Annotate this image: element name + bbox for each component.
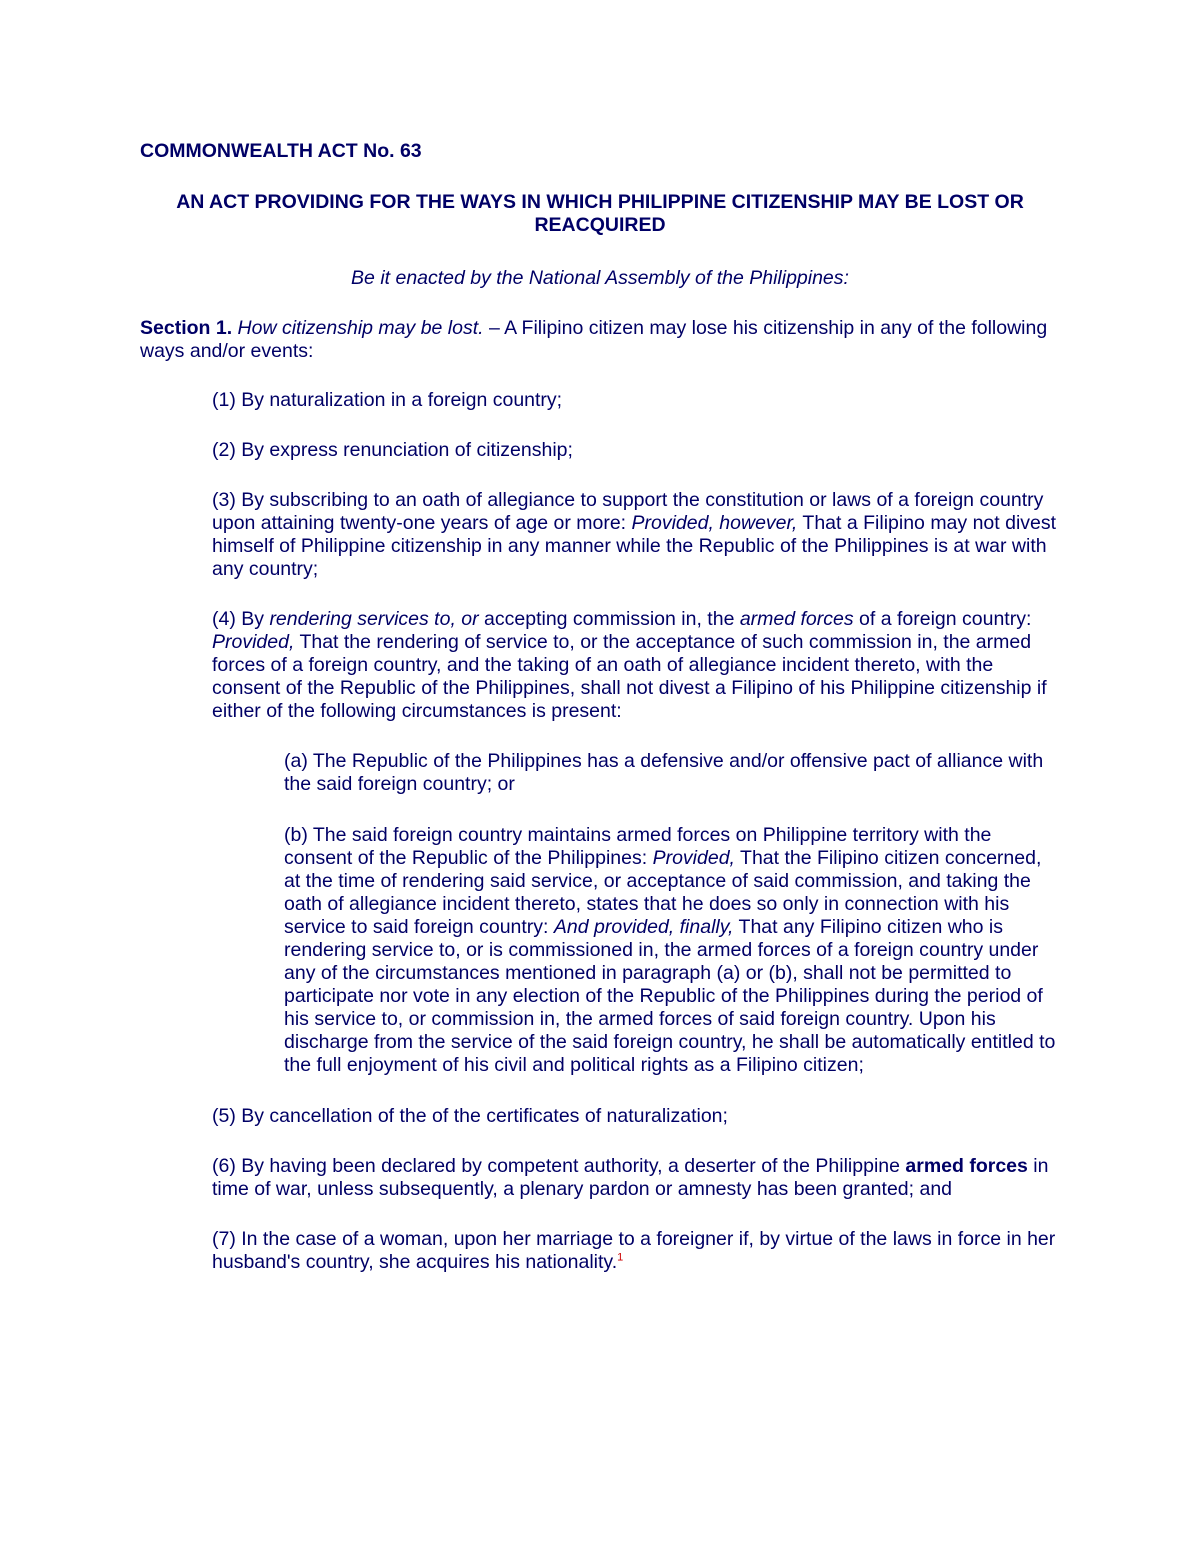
list-item-5: (5) By cancellation of the of the certificates of naturalization; [212, 1105, 728, 1127]
list-item-2: (2) By express renunciation of citizenship; [212, 439, 573, 461]
item-4-proviso: Provided, [212, 631, 295, 653]
item-3-proviso: Provided, however, [631, 512, 798, 534]
list-item-3 [212, 489, 1060, 581]
item-4-text-d: That the rendering of service to, or the acceptance of such commission in, the armed forces of a foreign country, and the taking of an oath of allegiance incident thereto, with the consent of the Republic of the Philippines, shall not divest a Filipino of his Philippine citizenship if either of the following circumstances is present: [212, 631, 1047, 722]
list-item-7 [212, 1228, 1060, 1274]
item-6-bold: armed forces [905, 1155, 1028, 1177]
list-item-6 [212, 1155, 1060, 1201]
item-7-text: (7) In the case of a woman, upon her marriage to a foreigner if, by virtue of the laws in force in her husband's country, she acquires his nationality. [212, 1228, 1056, 1273]
item-6-text-a: (6) By having been declared by competent authority, a deserter of the Philippine [212, 1155, 906, 1177]
item-6-text-b: in time of war, unless subsequently, a plenary pardon or amnesty has been granted; and [212, 1155, 1049, 1200]
list-item-4 [212, 608, 1060, 723]
list-item-1: (1) By naturalization in a foreign country; [212, 389, 563, 411]
footnote-marker[interactable]: 1 [617, 1251, 624, 1264]
item-4b-text-c: That any Filipino citizen who is rendering service to, or is commissioned in, the armed forces of a foreign country under any of the circumstances mentioned in paragraph (a) or (b), shall not be permitted to participate nor vote in any election of the Republic of the Philippines during the period of his service to, or commission in, the armed forces of said foreign country. Upon his discharge from the service of the said foreign country, he shall be automatically entitled to the full enjoyment of his civil and political rights as a Filipino citizen; [284, 916, 1056, 1076]
item-4-text-b: accepting commission in, the [478, 608, 740, 630]
item-4b-proviso-b: And provided, finally, [553, 916, 734, 938]
item-4-italic-a: rendering services to, or [269, 608, 479, 630]
section-1-paragraph [140, 317, 1060, 363]
item-4-text-c: of a foreign country: [853, 608, 1032, 630]
document-title: COMMONWEALTH ACT No. 63 [140, 140, 422, 162]
enacting-clause: Be it enacted by the National Assembly of the Philippines: [351, 267, 849, 289]
document-subtitle: AN ACT PROVIDING FOR THE WAYS IN WHICH PHILIPPINE CITIZENSHIP MAY BE LOST OR REACQUIRED [176, 191, 1024, 236]
item-3-text-b: That a Filipino may not divest himself of Philippine citizenship in any manner while the Republic of the Philippines is at war with any country; [212, 512, 1057, 580]
item-4b-text-a: (b) The said foreign country maintains armed forces on Philippine territory with the consent of the Republic of the Philippines: [284, 824, 992, 869]
item-3-text-a: (3) By subscribing to an oath of allegiance to support the constitution or laws of a foreign country upon attaining twenty-one years of age or more: [212, 489, 1044, 534]
item-4b-proviso-a: Provided, [652, 847, 735, 869]
list-item-4a: (a) The Republic of the Philippines has a defensive and/or offensive pact of alliance with the said foreign country; or [284, 750, 1044, 795]
section-1-label: Section 1. [140, 317, 233, 339]
item-4b-text-b: That the Filipino citizen concerned, at the time of rendering said service, or acceptance of said commission, and taking the oath of allegiance incident thereto, states that he does so only in connection with his service to said foreign country: [284, 847, 1042, 938]
item-4-text-a: (4) By [212, 608, 270, 630]
item-4-italic-b: armed forces [739, 608, 854, 630]
section-1-heading: How citizenship may be lost. [237, 317, 484, 339]
list-item-4b [284, 824, 1060, 1077]
section-1-text: – A Filipino citizen may lose his citizenship in any of the following ways and/or events: [140, 317, 1048, 362]
